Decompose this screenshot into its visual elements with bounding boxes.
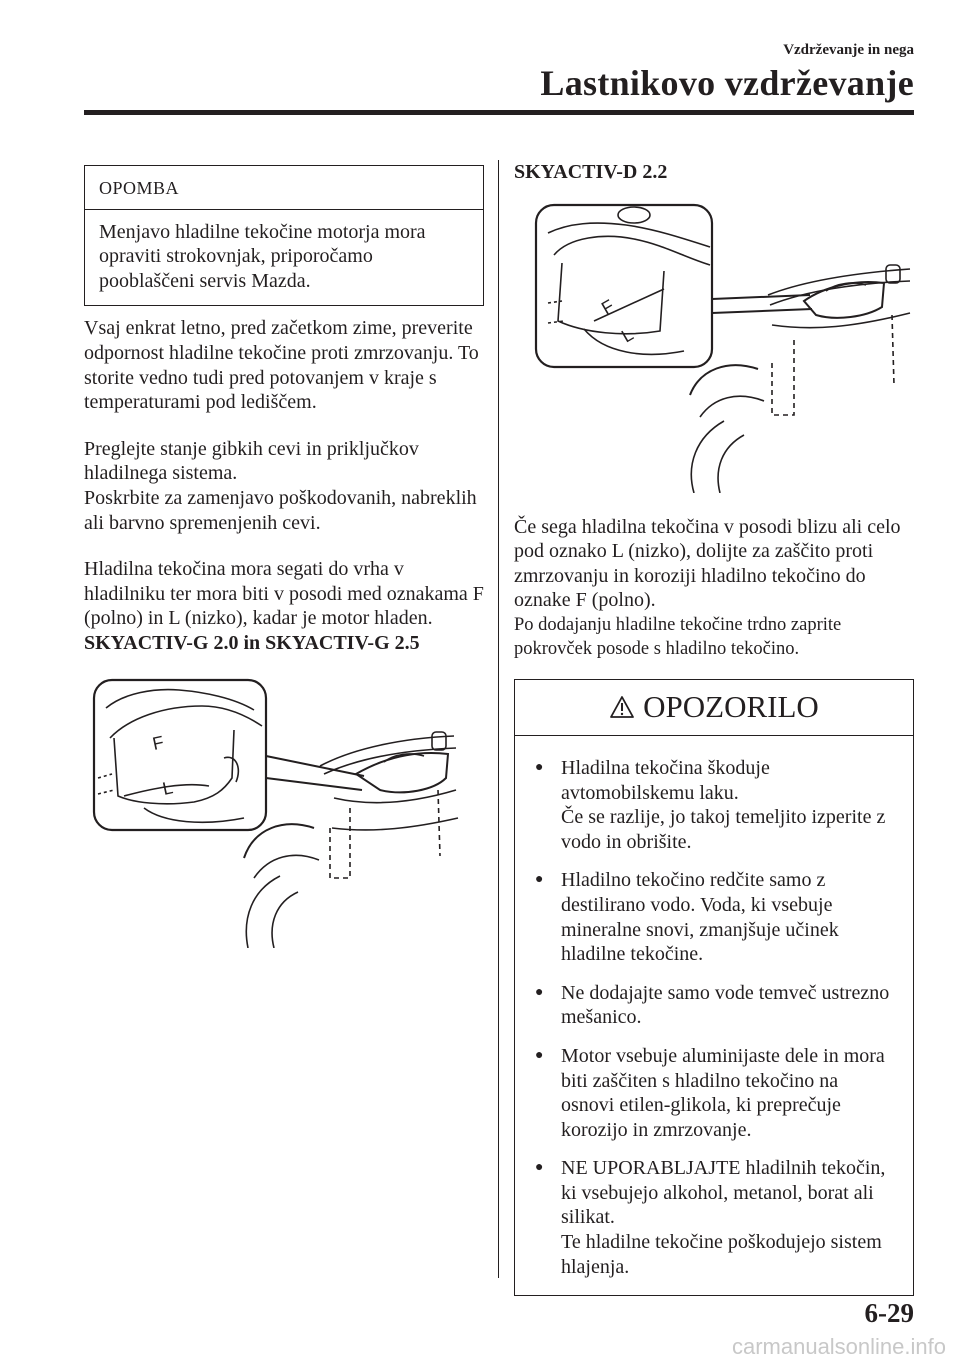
bullet-icon: ● [535,872,544,888]
footer-watermark: carmanualsonline.info [731,1334,946,1359]
figure-title-gasoline: SKYACTIV-G 2.0 in SKYACTIV-G 2.5 [84,631,420,654]
paragraph-coolant-level: Hladilna tekočina mora segati do vrha v hladilniku ter mora biti v posodi med oznakama F (polno) in L (nizko), kadar je motor hladen. [84,558,484,630]
paragraph-antifreeze-check: Vsaj enkrat letno, pred začetkom zime, preverite odpornost hladilne tekočine proti zmrzovanju. To storite vedno tudi pred potovanjem v kraje s temperaturami pod lediščem. [84,317,479,414]
paragraph-close-cap: Po dodajanju hladilne tekočine trdno zaprite pokrovček posode s hladilno tekočino. [514,614,842,659]
figure-title-diesel: SKYACTIV-D 2.2 [514,161,668,183]
warning-text: NE UPORABLJAJTE hladilnih tekočin, ki vsebujejo alkohol, metanol, borat ali silikat. [561,1157,886,1229]
right-column [514,160,914,1296]
warning-text: Motor vsebuje aluminijaste dele in mora biti zaščiten s hladilno tekočino na osnovi etilen-glikola, ki preprečuje korozijo in zmrzovanje. [561,1044,885,1141]
warning-triangle-icon [609,695,635,719]
warning-title: OPOZORILO [643,689,819,725]
coolant-reservoir-figure-gasoline [84,678,484,948]
bullet-icon: ● [535,1047,544,1063]
warning-text: Hladilna tekočina škoduje avtomobilskemu laku. [561,756,770,804]
low-mark-label-gasoline: L [160,776,175,799]
warning-text: Če se razlije, jo takoj temeljito izperite z vodo in obrišite. [561,806,886,853]
left-column [84,165,484,948]
low-mark-label-diesel: L [618,323,637,347]
note-title: OPOMBA [85,166,483,210]
page-title: Lastnikovo vzdrževanje [540,63,914,103]
bullet-icon: ● [535,984,544,1000]
list-item [535,981,895,1030]
bullet-icon: ● [535,1160,544,1176]
bullet-icon: ● [535,759,544,775]
full-mark-label-gasoline: F [150,731,166,754]
column-divider [498,160,499,1278]
warning-text: Hladilno tekočino redčite samo z destilirano vodo. Voda, ki vsebuje mineralne snovi, zmanjšuje učinek hladilne tekočine. [561,869,839,966]
paragraph-top-up: Če sega hladilna tekočina v posodi blizu ali celo pod oznako L (nizko), dolijte za zaščito proti zmrzovanju in koroziji hladilno tekočino do oznake F (polno). [514,515,901,612]
warning-list [515,736,913,1295]
section-name: Vzdrževanje in nega [783,42,914,58]
paragraph-hose-inspection: Preglejte stanje gibkih cevi in priključkov hladilnega sistema. [84,437,419,485]
list-item [535,756,895,854]
page-number: 6-29 [864,1298,914,1328]
warning-text: Ne dodajajte samo vode temveč ustrezno mešanico. [561,981,890,1029]
list-item [535,868,895,966]
note-body: Menjavo hladilne tekočine motorja mora opraviti strokovnjak, priporočamo pooblaščeni servis Mazda. [99,220,426,292]
warning-text: Te hladilne tekočine poškodujejo sistem hlajenja. [561,1231,882,1278]
warning-box [514,679,914,1296]
full-mark-label-diesel: F [598,295,618,319]
list-item [535,1156,895,1279]
paragraph-hose-replacement: Poskrbite za zamenjavo poškodovanih, nabreklih ali barvno spremenjenih cevi. [84,486,477,534]
list-item [535,1044,895,1142]
coolant-reservoir-figure-diesel [514,203,914,493]
warning-header [515,680,913,736]
header-rule [84,110,914,115]
note-box [84,165,484,306]
